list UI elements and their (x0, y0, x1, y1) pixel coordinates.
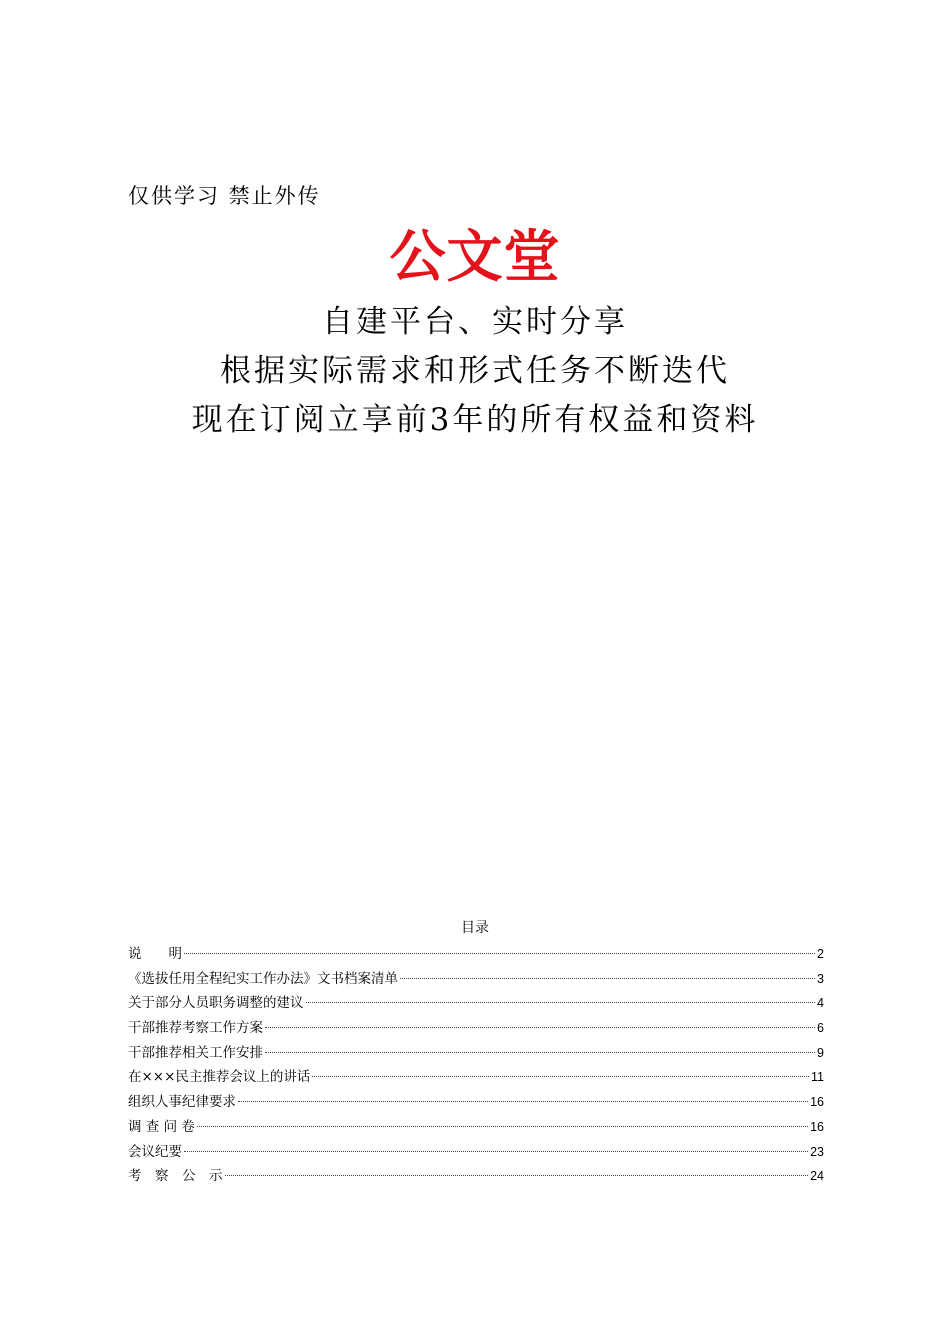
toc-entry-label: 关于部分人员职务调整的建议 (128, 995, 304, 1012)
toc-entry[interactable] (128, 1043, 824, 1068)
toc-entry[interactable] (128, 1092, 824, 1117)
toc-entry-label: 会议纪要 (128, 1143, 182, 1160)
toc-leader-dots (197, 1126, 808, 1127)
toc-entry-page: 16 (810, 1095, 824, 1110)
toc-leader-dots (184, 953, 815, 954)
toc-entry-page: 16 (810, 1119, 824, 1134)
toc-entry-label: 考 察 公 示 (128, 1168, 223, 1185)
toc-leader-dots (225, 1175, 809, 1176)
toc-leader-dots (306, 1002, 816, 1003)
tagline-1: 自建平台、实时分享 (322, 304, 628, 340)
toc-leader-dots (238, 1101, 808, 1102)
toc-leader-dots (400, 978, 815, 979)
toc-leader-dots (312, 1076, 809, 1077)
toc-entry[interactable] (128, 1117, 824, 1142)
toc-entry[interactable] (128, 944, 824, 969)
toc-entry-page: 3 (817, 971, 824, 986)
toc-entry-page: 23 (810, 1144, 824, 1159)
toc-entry[interactable] (128, 1018, 824, 1043)
toc-title: 目录 (461, 920, 489, 936)
toc-leader-dots (265, 1027, 815, 1028)
toc-entry-page: 4 (817, 996, 824, 1011)
toc-entry-page: 2 (817, 947, 824, 961)
toc-entry-page: 11 (811, 1070, 824, 1085)
toc-leader-dots (265, 1052, 815, 1053)
toc-leader-dots (184, 1151, 808, 1152)
toc-entry-label: 干部推荐相关工作安排 (128, 1044, 263, 1061)
toc-entry[interactable] (128, 1166, 824, 1191)
brand-title: 公文堂 (389, 224, 561, 290)
tagline-2: 根据实际需求和形式任务不断迭代 (220, 353, 730, 389)
table-of-contents (128, 944, 824, 1191)
toc-entry-page: 24 (810, 1169, 824, 1184)
toc-entry-label: 调 查 问 卷 (128, 1118, 195, 1135)
toc-entry[interactable] (128, 969, 824, 994)
toc-entry-page: 6 (817, 1021, 824, 1036)
toc-entry-label: 说 明 (128, 946, 182, 962)
toc-entry-label: 组织人事纪律要求 (128, 1094, 236, 1111)
tagline-3: 现在订阅立享前3年的所有权益和资料 (191, 402, 759, 438)
toc-entry-label: 《选拔任用全程纪实工作办法》文书档案清单 (128, 970, 398, 987)
toc-entry[interactable] (128, 1142, 824, 1167)
toc-entry-label: 干部推荐考察工作方案 (128, 1020, 263, 1037)
toc-entry-page: 9 (817, 1045, 824, 1060)
toc-entry[interactable] (128, 1067, 824, 1092)
toc-entry-label: 在×××民主推荐会议上的讲话 (128, 1069, 311, 1086)
toc-entry[interactable] (128, 993, 824, 1018)
notice-text: 仅供学习 禁止外传 (128, 184, 321, 208)
